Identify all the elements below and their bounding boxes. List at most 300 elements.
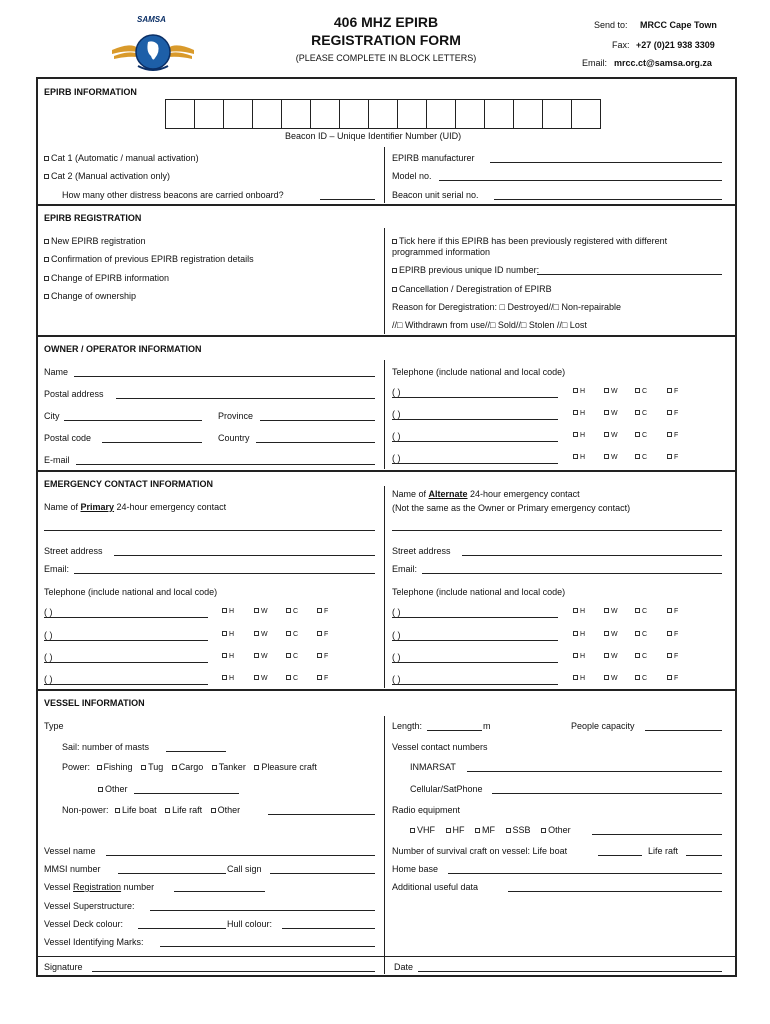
vessel-contact-numbers-label: Vessel contact numbers <box>392 742 488 752</box>
section-title-owner: OWNER / OPERATOR INFORMATION <box>44 344 202 354</box>
deregistration-reason-line1: Reason for Deregistration: □ Destroyed//□ Non-repairable <box>392 302 621 312</box>
liferaft-option[interactable]: Life raft <box>165 805 202 815</box>
alternate-street-field[interactable] <box>462 555 722 556</box>
checkbox[interactable] <box>222 631 227 636</box>
column-divider <box>384 147 385 203</box>
postal-code-field[interactable] <box>102 442 202 443</box>
tug-option[interactable]: Tug <box>141 762 163 772</box>
phone-field[interactable] <box>44 640 208 641</box>
superstructure-field[interactable] <box>150 910 375 911</box>
checkbox[interactable] <box>286 675 291 680</box>
alternate-contact-note: (Not the same as the Owner or Primary emergency contact) <box>392 503 631 513</box>
owner-phone-row: ( ) H W C F <box>392 453 679 463</box>
fax-option[interactable]: F <box>667 454 678 461</box>
alternate-contact-name-field[interactable] <box>392 530 722 531</box>
home-option[interactable]: H <box>573 432 585 439</box>
checkbox[interactable] <box>635 454 640 459</box>
home-option[interactable]: H <box>573 675 585 682</box>
column-divider <box>384 486 385 688</box>
checkbox[interactable] <box>573 608 578 613</box>
serial-field[interactable] <box>494 199 722 200</box>
home-option[interactable]: H <box>573 454 585 461</box>
owner-telephone-label: Telephone (include national and local code) <box>392 367 566 377</box>
survival-craft-label: Number of survival craft on vessel: Life boat <box>392 846 568 856</box>
checkbox[interactable] <box>573 653 578 658</box>
city-field[interactable] <box>64 420 202 421</box>
checkbox[interactable] <box>222 675 227 680</box>
checkbox[interactable] <box>222 653 227 658</box>
manufacturer-field[interactable] <box>490 162 722 163</box>
model-field[interactable] <box>439 180 722 181</box>
home-option[interactable]: H <box>222 631 234 638</box>
fax-option[interactable]: F <box>667 631 678 638</box>
checkbox[interactable] <box>410 828 415 833</box>
alternate-telephone-label: Telephone (include national and local code) <box>392 587 566 597</box>
uid-digit-box[interactable] <box>368 99 398 129</box>
work-option[interactable]: W <box>604 410 618 417</box>
lifeboat-option[interactable]: Life boat <box>115 805 157 815</box>
alternate-phone-row: ( ) H W C F <box>392 607 679 617</box>
checkbox[interactable] <box>141 765 146 770</box>
fax-value: +27 (0)21 938 3309 <box>636 40 715 50</box>
mf-option[interactable]: MF <box>475 825 495 835</box>
work-option[interactable]: W <box>254 608 268 615</box>
home-option[interactable]: H <box>573 410 585 417</box>
checkbox[interactable] <box>604 608 609 613</box>
inmarsat-field[interactable] <box>467 771 722 772</box>
cell-option[interactable]: C <box>286 653 298 660</box>
tanker-option[interactable]: Tanker <box>212 762 246 772</box>
primary-street-field[interactable] <box>114 555 375 556</box>
vessel-name-field[interactable] <box>106 855 375 856</box>
signature-label: Signature <box>44 962 83 972</box>
length-field[interactable] <box>427 730 482 731</box>
checkbox[interactable] <box>317 631 322 636</box>
checkbox[interactable] <box>392 268 397 273</box>
non-power-options: Non-power: Life boat Life raft Other <box>62 805 241 815</box>
radio-other-field[interactable] <box>592 834 722 835</box>
checkbox[interactable] <box>604 410 609 415</box>
vhf-option[interactable]: VHF <box>410 825 435 835</box>
checkbox[interactable] <box>541 828 546 833</box>
cell-option[interactable]: C <box>635 675 647 682</box>
checkbox[interactable] <box>573 631 578 636</box>
manufacturer-label: EPIRB manufacturer <box>392 153 475 163</box>
primary-telephone-label: Telephone (include national and local code) <box>44 587 218 597</box>
hull-colour-field[interactable] <box>282 928 375 929</box>
form-title-line2: REGISTRATION FORM <box>311 32 461 48</box>
confirm-registration-option[interactable]: Confirmation of previous EPIRB registration details <box>44 254 254 264</box>
checkbox[interactable] <box>667 388 672 393</box>
alternate-email-label: Email: <box>392 564 418 574</box>
checkbox[interactable] <box>97 765 102 770</box>
survival-liferaft-label: Life raft <box>648 846 679 856</box>
checkbox[interactable] <box>317 675 322 680</box>
checkbox[interactable] <box>392 287 397 292</box>
work-option[interactable]: W <box>604 675 618 682</box>
alternate-contact-label: Name of Alternate 24-hour emergency contact <box>392 489 580 499</box>
checkbox[interactable] <box>446 828 451 833</box>
registration-number-field[interactable] <box>174 891 265 892</box>
checkbox[interactable] <box>667 631 672 636</box>
checkbox[interactable] <box>604 388 609 393</box>
people-capacity-label: People capacity <box>571 721 635 731</box>
cell-option[interactable]: C <box>635 410 647 417</box>
checkbox[interactable] <box>317 653 322 658</box>
power-other-field[interactable] <box>134 793 239 794</box>
pleasure-craft-option[interactable]: Pleasure craft <box>254 762 317 772</box>
home-option[interactable]: H <box>573 608 585 615</box>
work-option[interactable]: W <box>604 432 618 439</box>
fax-option[interactable]: F <box>317 653 328 660</box>
other-beacons-field[interactable] <box>320 199 375 200</box>
checkbox[interactable] <box>44 156 49 161</box>
home-base-label: Home base <box>392 864 439 874</box>
additional-data-field[interactable] <box>508 891 722 892</box>
checkbox[interactable] <box>98 787 103 792</box>
work-option[interactable]: W <box>604 388 618 395</box>
checkbox[interactable] <box>317 608 322 613</box>
alternate-phone-row: ( ) H W C F <box>392 630 679 640</box>
email-value: mrcc.ct@samsa.org.za <box>614 58 712 68</box>
cell-option[interactable]: C <box>286 631 298 638</box>
change-owner-option[interactable]: Change of ownership <box>44 291 136 301</box>
cell-option[interactable]: C <box>635 653 647 660</box>
province-field[interactable] <box>260 420 375 421</box>
other-beacons-label: How many other distress beacons are carried onboard? <box>62 190 284 200</box>
uid-digit-box[interactable] <box>165 99 195 129</box>
logo-text: SAMSA <box>137 15 166 24</box>
checkbox[interactable] <box>667 454 672 459</box>
checkbox[interactable] <box>573 410 578 415</box>
uid-digit-box[interactable] <box>252 99 282 129</box>
province-label: Province <box>218 411 254 421</box>
checkbox[interactable] <box>635 432 640 437</box>
work-option[interactable]: W <box>604 454 618 461</box>
survival-liferaft-field[interactable] <box>686 855 722 856</box>
previous-uid-field[interactable] <box>537 274 722 275</box>
form-subtitle: (PLEASE COMPLETE IN BLOCK LETTERS) <box>295 53 477 63</box>
radio-options <box>410 825 571 835</box>
new-registration-option[interactable]: New EPIRB registration <box>44 236 146 246</box>
checkbox[interactable] <box>573 675 578 680</box>
phone-field[interactable] <box>392 662 558 663</box>
work-option[interactable]: W <box>254 675 268 682</box>
cell-option[interactable]: C <box>635 388 647 395</box>
previously-registered-option[interactable]: Tick here if this EPIRB has been previously registered with different <box>392 236 667 246</box>
checkbox[interactable] <box>475 828 480 833</box>
postal-code-label: Postal code <box>44 433 92 443</box>
uid-caption: Beacon ID – Unique Identifier Number (UID) <box>285 131 462 141</box>
checkbox[interactable] <box>667 410 672 415</box>
phone-field[interactable] <box>44 617 208 618</box>
checkbox[interactable] <box>392 239 397 244</box>
fax-option[interactable]: F <box>667 653 678 660</box>
primary-email-label: Email: <box>44 564 70 574</box>
checkbox[interactable] <box>604 432 609 437</box>
checkbox[interactable] <box>211 808 216 813</box>
checkbox[interactable] <box>635 653 640 658</box>
email-label: Email: <box>582 58 608 68</box>
radio-other-option[interactable]: Other <box>541 825 571 835</box>
fax-option[interactable]: F <box>667 432 678 439</box>
divider <box>37 956 736 957</box>
deck-colour-field[interactable] <box>138 928 226 929</box>
work-option[interactable]: W <box>604 608 618 615</box>
power-other-option[interactable]: Other <box>98 784 128 794</box>
previous-uid-option[interactable]: EPIRB previous unique ID number: <box>392 265 539 275</box>
home-option[interactable]: H <box>573 388 585 395</box>
cell-option[interactable]: C <box>286 608 298 615</box>
divider <box>37 204 736 206</box>
hull-colour-label: Hull colour: <box>227 919 273 929</box>
work-option[interactable]: W <box>604 631 618 638</box>
alternate-phone-row: ( ) H W C F <box>392 674 679 684</box>
owner-phone-row: ( ) H W C F <box>392 431 679 441</box>
checkbox[interactable] <box>573 432 578 437</box>
mmsi-label: MMSI number <box>44 864 101 874</box>
section-title-emergency: EMERGENCY CONTACT INFORMATION <box>44 479 213 489</box>
date-label: Date <box>394 962 414 972</box>
checkbox[interactable] <box>573 388 578 393</box>
mmsi-field[interactable] <box>118 873 226 874</box>
phone-field[interactable] <box>392 463 558 464</box>
checkbox[interactable] <box>604 454 609 459</box>
checkbox[interactable] <box>604 653 609 658</box>
owner-email-label: E-mail <box>44 455 70 465</box>
length-unit: m <box>483 721 491 731</box>
uid-digit-box[interactable] <box>542 99 572 129</box>
registration-number-label: Vessel Registration number <box>44 882 155 892</box>
checkbox[interactable] <box>667 653 672 658</box>
uid-digit-box[interactable] <box>426 99 456 129</box>
deregistration-reason-line2: //□ Withdrawn from use//□ Sold//□ Stolen //□ Lost <box>392 320 587 330</box>
uid-digit-box[interactable] <box>194 99 224 129</box>
column-divider <box>384 716 385 974</box>
phone-field[interactable] <box>392 617 558 618</box>
checkbox[interactable] <box>667 675 672 680</box>
checkbox[interactable] <box>635 608 640 613</box>
postal-address-field[interactable] <box>116 398 375 399</box>
cellular-field[interactable] <box>492 793 722 794</box>
section-title-registration: EPIRB REGISTRATION <box>44 213 142 223</box>
checkbox[interactable] <box>667 608 672 613</box>
checkbox[interactable] <box>286 631 291 636</box>
cell-option[interactable]: C <box>635 432 647 439</box>
primary-email-field[interactable] <box>74 573 375 574</box>
form-title-line1: 406 MHZ EPIRB <box>333 14 439 30</box>
home-option[interactable]: H <box>573 631 585 638</box>
fax-option[interactable]: F <box>667 675 678 682</box>
serial-label: Beacon unit serial no. <box>392 190 479 200</box>
checkbox[interactable] <box>222 608 227 613</box>
cellular-label: Cellular/SatPhone <box>410 784 483 794</box>
primary-contact-label: Name of Primary 24-hour emergency contact <box>44 502 227 512</box>
checkbox[interactable] <box>44 239 49 244</box>
vessel-name-label: Vessel name <box>44 846 96 856</box>
checkbox[interactable] <box>286 608 291 613</box>
uid-digit-box[interactable] <box>513 99 543 129</box>
uid-digit-box[interactable] <box>281 99 311 129</box>
primary-phone-row: ( ) H W C F <box>44 630 329 640</box>
primary-phone-row: ( ) H W C F <box>44 607 329 617</box>
ssb-option[interactable]: SSB <box>506 825 531 835</box>
cargo-option[interactable]: Cargo <box>172 762 204 772</box>
postal-address-label: Postal address <box>44 389 104 399</box>
uid-digit-box[interactable] <box>223 99 253 129</box>
superstructure-label: Vessel Superstructure: <box>44 901 135 911</box>
sail-masts-field[interactable] <box>166 751 226 752</box>
fax-option[interactable]: F <box>317 631 328 638</box>
home-option[interactable]: H <box>222 675 234 682</box>
uid-digit-box[interactable] <box>455 99 485 129</box>
checkbox[interactable] <box>286 653 291 658</box>
divider <box>37 689 736 691</box>
home-base-field[interactable] <box>448 873 722 874</box>
owner-name-label: Name <box>44 367 69 377</box>
phone-field[interactable] <box>392 397 558 398</box>
checkbox[interactable] <box>44 276 49 281</box>
checkbox[interactable] <box>506 828 511 833</box>
checkbox[interactable] <box>254 608 259 613</box>
uid-digit-box[interactable] <box>571 99 601 129</box>
uid-digit-box[interactable] <box>339 99 369 129</box>
home-option[interactable]: H <box>222 608 234 615</box>
date-field[interactable] <box>418 971 722 972</box>
call-sign-field[interactable] <box>270 873 375 874</box>
people-capacity-field[interactable] <box>645 730 722 731</box>
samsa-logo <box>108 12 198 78</box>
cat2-option[interactable]: Cat 2 (Manual activation only) <box>44 171 170 181</box>
alternate-email-field[interactable] <box>422 573 722 574</box>
deck-colour-label: Vessel Deck colour: <box>44 919 124 929</box>
phone-field[interactable] <box>392 441 558 442</box>
uid-digit-box[interactable] <box>484 99 514 129</box>
section-title-epirb-info: EPIRB INFORMATION <box>44 87 137 97</box>
primary-street-label: Street address <box>44 546 103 556</box>
uid-digit-box[interactable] <box>397 99 427 129</box>
column-divider <box>384 360 385 469</box>
checkbox[interactable] <box>573 454 578 459</box>
phone-field[interactable] <box>392 419 558 420</box>
length-label: Length: <box>392 721 423 731</box>
checkbox[interactable] <box>165 808 170 813</box>
phone-field[interactable] <box>392 684 558 685</box>
primary-contact-name-field[interactable] <box>44 530 375 531</box>
work-option[interactable]: W <box>604 653 618 660</box>
radio-equipment-label: Radio equipment <box>392 805 461 815</box>
checkbox[interactable] <box>44 174 49 179</box>
divider <box>37 335 736 337</box>
phone-field[interactable] <box>44 662 208 663</box>
cell-option[interactable]: C <box>635 608 647 615</box>
hf-option[interactable]: HF <box>446 825 465 835</box>
checkbox[interactable] <box>44 257 49 262</box>
owner-phone-row: ( ) H W C F <box>392 387 679 397</box>
fax-label: Fax: <box>612 40 630 50</box>
identifying-marks-label: Vessel Identifying Marks: <box>44 937 144 947</box>
checkbox[interactable] <box>604 631 609 636</box>
cancellation-option[interactable]: Cancellation / Deregistration of EPIRB <box>392 284 552 294</box>
power-options: Power: Fishing Tug Cargo Tanker Pleasure craft <box>62 762 317 772</box>
home-option[interactable]: H <box>222 653 234 660</box>
cell-option[interactable]: C <box>635 631 647 638</box>
fax-option[interactable]: F <box>317 675 328 682</box>
divider <box>37 470 736 472</box>
checkbox[interactable] <box>254 653 259 658</box>
checkbox[interactable] <box>254 631 259 636</box>
checkbox[interactable] <box>635 388 640 393</box>
primary-phone-row: ( ) H W C F <box>44 652 329 662</box>
change-info-option[interactable]: Change of EPIRB information <box>44 273 169 283</box>
checkbox[interactable] <box>115 808 120 813</box>
send-to-label: Send to: <box>594 20 628 30</box>
checkbox[interactable] <box>254 675 259 680</box>
column-divider <box>384 228 385 334</box>
checkbox[interactable] <box>635 410 640 415</box>
signature-field[interactable] <box>92 971 375 972</box>
home-option[interactable]: H <box>573 653 585 660</box>
section-title-vessel: VESSEL INFORMATION <box>44 698 145 708</box>
checkbox[interactable] <box>635 675 640 680</box>
checkbox[interactable] <box>635 631 640 636</box>
call-sign-label: Call sign <box>227 864 262 874</box>
phone-field[interactable] <box>392 640 558 641</box>
fax-option[interactable]: F <box>317 608 328 615</box>
alternate-street-label: Street address <box>392 546 451 556</box>
additional-data-label: Additional useful data <box>392 882 479 892</box>
country-label: Country <box>218 433 250 443</box>
city-label: City <box>44 411 60 421</box>
send-to-value: MRCC Cape Town <box>640 20 717 30</box>
cell-option[interactable]: C <box>286 675 298 682</box>
uid-boxes <box>165 99 607 129</box>
work-option[interactable]: W <box>254 631 268 638</box>
non-power-other-field[interactable] <box>268 814 375 815</box>
fax-option[interactable]: F <box>667 608 678 615</box>
vessel-type-label: Type <box>44 721 64 731</box>
inmarsat-label: INMARSAT <box>410 762 456 772</box>
owner-email-field[interactable] <box>76 464 375 465</box>
checkbox[interactable] <box>604 675 609 680</box>
checkbox[interactable] <box>254 765 259 770</box>
work-option[interactable]: W <box>254 653 268 660</box>
owner-phone-row: ( ) H W C F <box>392 409 679 419</box>
uid-digit-box[interactable] <box>310 99 340 129</box>
fax-option[interactable]: F <box>667 388 678 395</box>
identifying-marks-field[interactable] <box>160 946 375 947</box>
form-frame <box>36 77 737 977</box>
alternate-phone-row: ( ) H W C F <box>392 652 679 662</box>
previously-registered-note: programmed information <box>392 247 491 257</box>
primary-phone-row: ( ) H W C F <box>44 674 329 684</box>
survival-lifeboat-field[interactable] <box>598 855 642 856</box>
cat1-option[interactable]: Cat 1 (Automatic / manual activation) <box>44 153 199 163</box>
country-field[interactable] <box>256 442 375 443</box>
fishing-option[interactable]: Fishing <box>97 762 133 772</box>
phone-field[interactable] <box>44 684 208 685</box>
owner-name-field[interactable] <box>74 376 375 377</box>
fax-option[interactable]: F <box>667 410 678 417</box>
cell-option[interactable]: C <box>635 454 647 461</box>
model-label: Model no. <box>392 171 432 181</box>
non-power-other-option[interactable]: Other <box>211 805 241 815</box>
checkbox[interactable] <box>212 765 217 770</box>
checkbox[interactable] <box>667 432 672 437</box>
checkbox[interactable] <box>44 294 49 299</box>
checkbox[interactable] <box>172 765 177 770</box>
sail-masts-label: Sail: number of masts <box>62 742 150 752</box>
